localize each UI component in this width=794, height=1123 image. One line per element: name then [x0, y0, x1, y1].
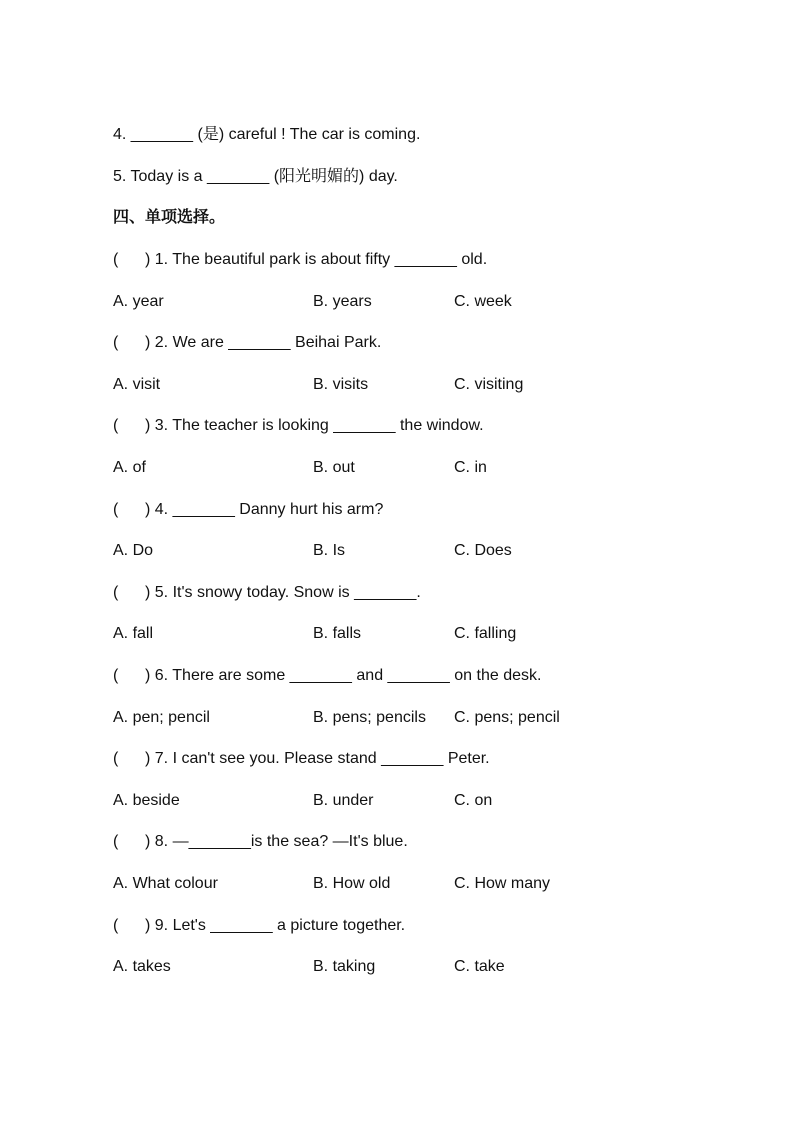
option-6-c: C. pens; pencil: [454, 709, 560, 726]
option-9-c: C. take: [454, 958, 505, 975]
option-3-b: B. out: [313, 459, 355, 476]
option-2-a: A. visit: [113, 376, 161, 393]
option-2-b: B. visits: [313, 376, 369, 393]
option-9-b: B. taking: [313, 958, 376, 975]
question-stem-9: ( ) 9. Let's _______ a picture together.: [113, 917, 406, 934]
option-1-c: C. week: [454, 293, 512, 310]
option-5-b: B. falls: [313, 625, 362, 642]
option-7-b: B. under: [313, 792, 374, 809]
question-stem-3: ( ) 3. The teacher is looking _______ the window.: [113, 417, 484, 434]
question-stem-6: ( ) 6. There are some _______ and _______ on the desk.: [113, 667, 542, 684]
option-5-a: A. fall: [113, 625, 154, 642]
question-stem-7: ( ) 7. I can't see you. Please stand _______ Peter.: [113, 750, 490, 767]
option-7-a: A. beside: [113, 792, 180, 809]
option-1-a: A. year: [113, 293, 164, 310]
option-4-c: C. Does: [454, 542, 512, 559]
option-8-b: B. How old: [313, 875, 391, 892]
question-stem-8: ( ) 8. —_______is the sea? —It's blue.: [113, 833, 408, 850]
option-8-c: C. How many: [454, 875, 551, 892]
option-7-c: C. on: [454, 792, 493, 809]
question-stem-2: ( ) 2. We are _______ Beihai Park.: [113, 334, 382, 351]
option-3-c: C. in: [454, 459, 487, 476]
option-4-b: B. Is: [313, 542, 346, 559]
option-8-a: A. What colour: [113, 875, 218, 892]
option-2-c: C. visiting: [454, 376, 524, 393]
option-5-c: C. falling: [454, 625, 517, 642]
option-6-b: B. pens; pencils: [313, 709, 426, 726]
question-stem-4: ( ) 4. _______ Danny hurt his arm?: [113, 501, 384, 518]
question-stem-1: ( ) 1. The beautiful park is about fifty _______ old.: [113, 251, 488, 268]
section-title: 四、单项选择。: [113, 209, 226, 226]
fill-in-item-5: 5. Today is a _______ (阳光明媚的) day.: [113, 168, 398, 185]
fill-in-item-4: 4. _______ (是) careful ! The car is coming.: [113, 126, 421, 143]
option-4-a: A. Do: [113, 542, 154, 559]
option-3-a: A. of: [113, 459, 146, 476]
question-stem-5: ( ) 5. It's snowy today. Snow is _______.: [113, 584, 421, 601]
option-1-b: B. years: [313, 293, 372, 310]
option-9-a: A. takes: [113, 958, 171, 975]
option-6-a: A. pen; pencil: [113, 709, 210, 726]
